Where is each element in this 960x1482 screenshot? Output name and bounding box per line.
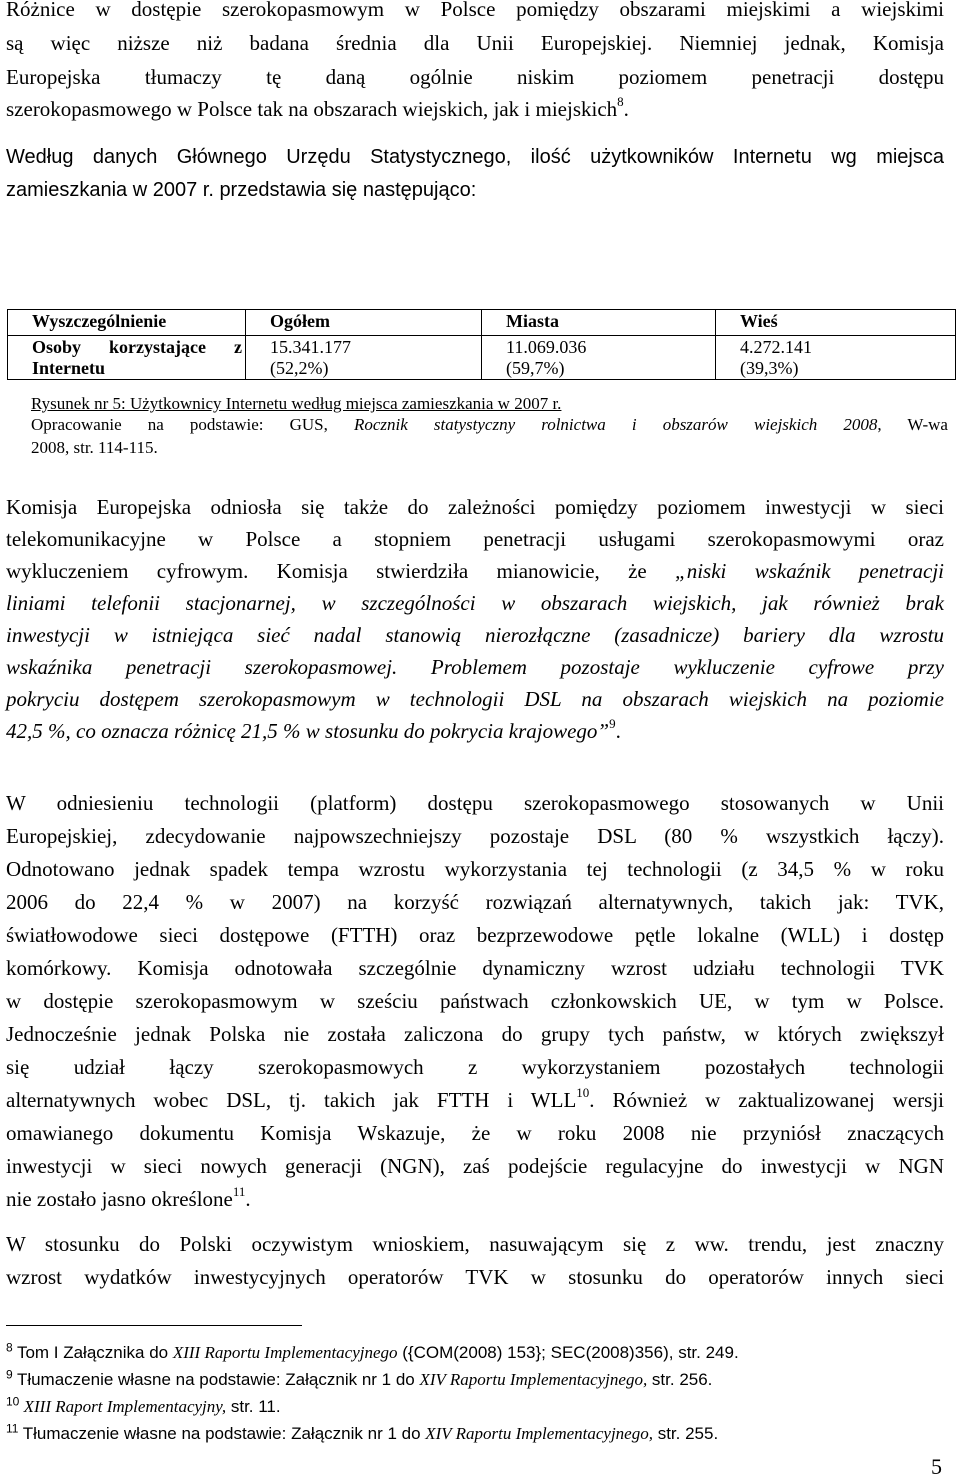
para1-line4: szerokopasmowego w Polsce tak na obszarach wiejskich, jak i miejskich$^8$. bbox=[6, 94, 629, 121]
para3-line7: pokryciu dostępem szerokopasmowym w technologii DSL na obszarach wiejskich na poziomie bbox=[6, 687, 944, 711]
para2-line2: zamieszkania w 2007 r. przedstawia się następująco: bbox=[6, 179, 477, 201]
para3-line1: Komisja Europejska odniosła się także do zależności pomiędzy poziomem inwestycji w sieci bbox=[6, 495, 944, 519]
footnote-ref-11[interactable]: 11 bbox=[232, 1184, 246, 1199]
para4-line6: komórkowy. Komisja odnotowała szczególnie dynamiczny wzrost udziału technologii TVK bbox=[6, 956, 944, 980]
footnote-8: $^8$ Tom I Załącznika do XIII Raportu Implementacyjnego ({COM(2008) 153}; SEC(2008)356), str. 249. bbox=[6, 1340, 739, 1362]
para3-line3: wykluczeniem cyfrowym. Komisja stwierdziła mianowicie, że „niski wskaźnik penetracji bbox=[6, 559, 944, 583]
para3-line2: telekomunikacyjne w Polsce a stopniem penetracji usługami szerokopasmowymi oraz bbox=[6, 527, 944, 551]
para4-line1: W odniesieniu technologii (platform) dostępu szerokopasmowego stosowanych w Unii bbox=[6, 791, 944, 815]
footnote-ref-10[interactable]: 10 bbox=[576, 1085, 590, 1100]
table-header-cell: Ogółem bbox=[246, 310, 482, 336]
footnote-11: $^{11}$ Tłumaczenie własne na podstawie: Załącznik nr 1 do XIV Raportu Implementacyjnego, str. 255. bbox=[6, 1421, 719, 1443]
para4-line5: światłowodowe sieci dostępowe (FTTH) oraz bezprzewodowe pętle lokalne (WLL) i dostęp bbox=[6, 923, 944, 947]
para3-line4: liniami telefonii stacjonarnej, w szczególności w obszarach wiejskich, jak również brak bbox=[6, 591, 944, 615]
footnote-ref-9[interactable]: 9 bbox=[609, 716, 616, 731]
para5-line2: wzrost wydatków inwestycyjnych operatorów TVK w stosunku do operatorów innych sieci bbox=[6, 1265, 944, 1289]
para4-line11: omawianego dokumentu Komisja Wskazuje, że w roku 2008 nie przyniósł znaczących bbox=[6, 1121, 944, 1145]
para3-line5: inwestycji w istniejąca sieć nadal stanowią nierozłączne (zasadnicze) bariery dla wzrostu bbox=[6, 623, 944, 647]
footnote-9: $^9$ Tłumaczenie własne na podstawie: Załącznik nr 1 do XIV Raportu Implementacyjnego, str. 256. bbox=[6, 1367, 713, 1389]
para4-line13: nie zostało jasno określone$^{11}$. bbox=[6, 1184, 251, 1211]
para5-line1: W stosunku do Polski oczywistym wnioskiem, nasuwającym się z ww. trendu, jest znaczny bbox=[6, 1232, 944, 1256]
table-cell-villages: 4.272.141 (39,3%) bbox=[716, 336, 956, 380]
table-row-label: Osoby korzystające z Internetu bbox=[8, 336, 246, 380]
para2-line1: Według danych Głównego Urzędu Statystycznego, ilość użytkowników Internetu wg miejsca bbox=[6, 146, 944, 168]
table-header-cell: Wieś bbox=[716, 310, 956, 336]
para4-line12: inwestycji w sieci nowych generacji (NGN), zaś podejście regulacyjne do inwestycji w NGN bbox=[6, 1154, 944, 1178]
para1-line2: są więc niższe niż badana średnia dla Unii Europejskiej. Niemniej jednak, Komisja bbox=[6, 31, 944, 55]
para4-line8: Jednocześnie jednak Polska nie została zaliczona do grupy tych państw, w których zwiększył bbox=[6, 1022, 944, 1046]
para4-line10: alternatywnych wobec DSL, tj. takich jak FTTH i WLL$^{10}$. Również w zaktualizowanej wersji bbox=[6, 1085, 944, 1112]
para1-line3: Europejska tłumaczy tę daną ogólnie niskim poziomem penetracji dostępu bbox=[6, 65, 944, 89]
table-header-cell: Wyszczególnienie bbox=[8, 310, 246, 336]
table-header-row bbox=[8, 310, 956, 336]
para4-line2: Europejskiej, zdecydowanie najpowszechniejszy pozostaje DSL (80 % wszystkich łączy). bbox=[6, 824, 944, 848]
table-row bbox=[8, 336, 956, 380]
para3-line6: wskaźnika penetracji szerokopasmowej. Problemem pozostaje wykluczenie cyfrowe przy bbox=[6, 655, 944, 679]
internet-users-table bbox=[7, 309, 956, 380]
table-header-cell: Miasta bbox=[482, 310, 716, 336]
para3-line8: 42,5 %, co oznacza różnicę 21,5 % w stosunku do pokrycia krajowego”$^9$. bbox=[6, 716, 621, 743]
para4-line9: się udział łączy szerokopasmowych z wykorzystaniem pozostałych technologii bbox=[6, 1055, 944, 1079]
table-cell-cities: 11.069.036 (59,7%) bbox=[482, 336, 716, 380]
figure-caption-title: Rysunek nr 5: Użytkownicy Internetu według miejsca zamieszkania w 2007 r. bbox=[31, 394, 562, 413]
footnote-separator bbox=[6, 1325, 302, 1326]
footnote-10: $^{10}$ XIII Raport Implementacyjny, str. 11. bbox=[6, 1394, 281, 1416]
footnote-ref-8[interactable]: 8 bbox=[617, 94, 624, 109]
para4-line3: Odnotowano jednak spadek tempa wzrostu wykorzystania tej technologii (z 34,5 % w roku bbox=[6, 857, 944, 881]
para4-line4: 2006 do 22,4 % w 2007) na korzyść rozwiązań alternatywnych, takich jak: TVK, bbox=[6, 890, 944, 914]
page-number: 5 bbox=[931, 1454, 942, 1479]
table-cell-total: 15.341.177 (52,2%) bbox=[246, 336, 482, 380]
para4-line7: w dostępie szerokopasmowym w sześciu państwach członkowskich UE, w tym w Polsce. bbox=[6, 989, 944, 1013]
figure-caption-source-line2: 2008, str. 114-115. bbox=[31, 438, 158, 457]
figure-caption-source: Opracowanie na podstawie: GUS, Rocznik statystyczny rolnictwa i obszarów wiejskich 2008, W-wa bbox=[31, 415, 948, 434]
para1-line1: Różnice w dostępie szerokopasmowym w Polsce pomiędzy obszarami miejskimi a wiejskimi bbox=[6, 0, 944, 21]
